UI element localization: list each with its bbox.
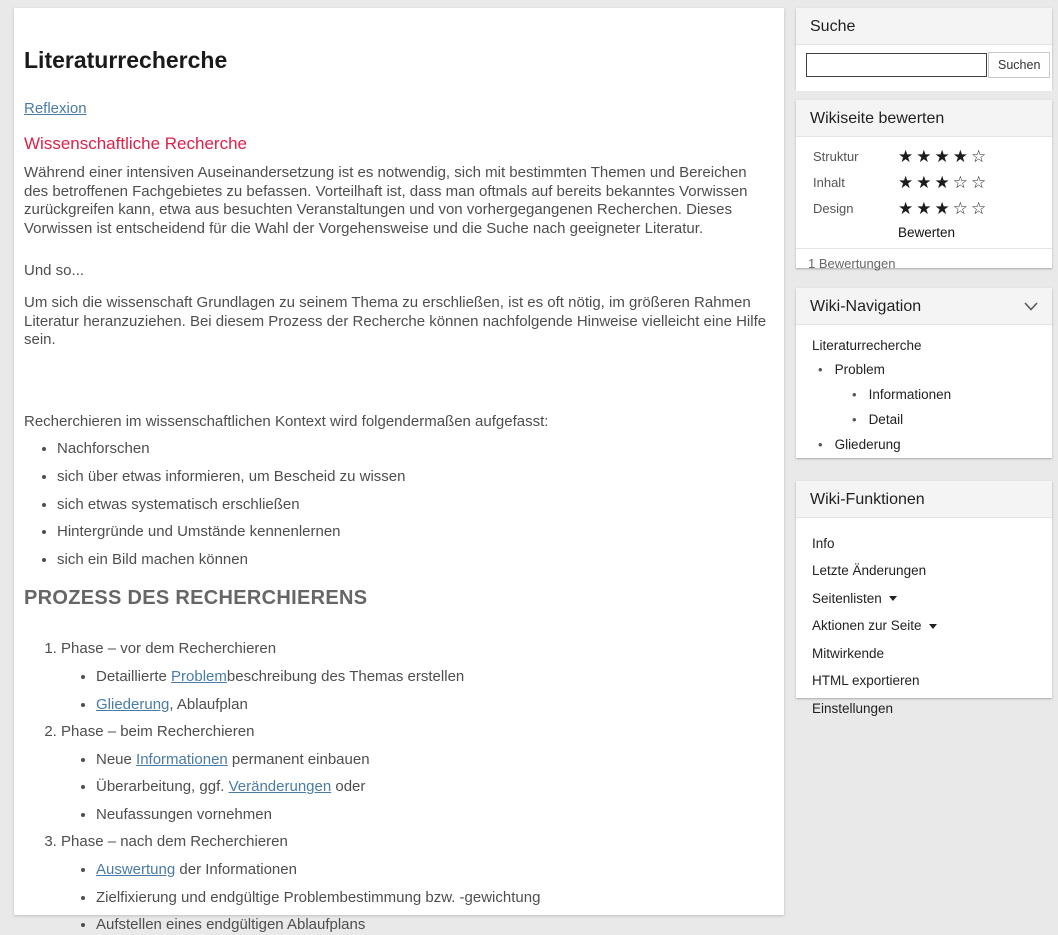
list-item: • Hintergründe und Umstände kennenlernen <box>57 523 770 542</box>
auswertung-link[interactable]: Auswertung <box>96 861 176 879</box>
fn-item-letzte-aenderungen[interactable]: Letzte Änderungen <box>812 563 927 578</box>
reflexion-link[interactable]: Reflexion <box>24 100 87 117</box>
nav-item-detail[interactable]: • Detail <box>852 412 904 427</box>
list-item: • Zielfixierung und endgültige Problembestimmung bzw. -gewichtung <box>96 889 770 908</box>
list-item: • Detaillierte Problembeschreibung des Themas erstellen <box>96 668 770 687</box>
process-heading: PROZESS DES RECHERCHIERENS <box>24 587 368 610</box>
phase-sublist <box>61 861 770 935</box>
list-item: • Neue Informationen permanent einbauen <box>96 751 770 770</box>
phase-sublist <box>61 668 770 714</box>
page-title: Literaturrecherche <box>24 47 228 73</box>
informationen-link[interactable]: Informationen <box>136 750 228 768</box>
search-body <box>796 45 1052 91</box>
fn-item-info[interactable]: Info <box>812 535 835 551</box>
nav-item-literaturrecherche[interactable]: Literaturrecherche <box>812 338 922 353</box>
bewerten-button[interactable]: Bewerten <box>897 225 956 240</box>
chevron-down-icon[interactable] <box>1024 297 1038 316</box>
star-icon[interactable]: ☆ <box>971 172 987 192</box>
list-intro: Recherchieren im wissenschaftlichen Kontext wird folgendermaßen aufgefasst: <box>24 412 549 430</box>
bullet-icon: • <box>818 437 823 452</box>
phase-sublist <box>61 751 770 825</box>
phase-item <box>61 723 770 824</box>
star-icon[interactable]: ★ <box>916 172 932 192</box>
functions-panel-header <box>796 481 1052 518</box>
rating-row <box>813 147 1040 165</box>
list-item: • Überarbeitung, ggf. Veränderungen oder <box>96 778 770 797</box>
star-rating-inhalt[interactable] <box>898 174 989 191</box>
star-icon[interactable]: ☆ <box>952 198 968 218</box>
search-panel <box>796 8 1052 88</box>
wiki-functions-panel <box>796 481 1052 716</box>
fn-item-einstellungen[interactable]: Einstellungen <box>812 700 894 716</box>
star-icon[interactable]: ★ <box>952 146 968 166</box>
rating-panel-title: Wikiseite bewerten <box>810 110 945 127</box>
list-item: • Gliederung, Ablaufplan <box>96 696 770 715</box>
list-item: • sich etwas systematisch erschließen <box>57 496 770 515</box>
star-icon[interactable]: ★ <box>898 146 914 166</box>
search-panel-header <box>796 8 1052 45</box>
star-icon[interactable]: ★ <box>898 198 914 218</box>
phase-item <box>61 640 770 714</box>
phase-label: Phase – beim Recherchieren <box>61 723 255 741</box>
star-icon[interactable]: ★ <box>934 172 950 192</box>
search-panel-title: Suche <box>810 18 856 35</box>
navigation-panel-title: Wiki-Navigation <box>810 298 922 315</box>
dropdown-caret-icon <box>889 596 897 601</box>
star-rating-design[interactable] <box>898 200 989 217</box>
star-rating-struktur[interactable] <box>898 148 989 165</box>
bullet-icon: • <box>852 387 857 402</box>
star-icon[interactable]: ★ <box>916 198 932 218</box>
star-icon[interactable]: ☆ <box>971 198 987 218</box>
phase-item <box>61 833 770 934</box>
star-icon[interactable]: ★ <box>916 146 932 166</box>
fn-item-html-exportieren[interactable]: HTML exportieren <box>812 673 920 688</box>
list-item: • sich ein Bild machen können <box>57 551 770 570</box>
rating-panel <box>796 100 1052 271</box>
functions-body <box>796 518 1052 735</box>
bullet-icon: • <box>818 362 823 377</box>
fn-item-aktionen-zur-seite[interactable]: Aktionen zur Seite <box>812 614 1036 638</box>
rating-count: 1 Bewertungen <box>796 248 1052 279</box>
dropdown-caret-icon <box>929 624 937 629</box>
list-item: • Auswertung der Informationen <box>96 861 770 880</box>
rating-row <box>813 173 1040 191</box>
wiki-navigation-panel <box>796 288 1052 458</box>
rating-panel-header <box>796 100 1052 137</box>
paragraph: Und so... <box>24 262 85 280</box>
search-input[interactable] <box>806 53 987 77</box>
nav-item-informationen[interactable]: • Informationen <box>852 387 952 402</box>
star-icon[interactable]: ☆ <box>971 146 987 166</box>
list-item: • sich über etwas informieren, um Bescheid zu wissen <box>57 468 770 487</box>
rating-label: Design <box>813 200 854 216</box>
section-heading: Wissenschaftliche Recherche <box>24 134 247 153</box>
veraenderungen-link[interactable]: Veränderungen <box>228 778 332 796</box>
star-icon[interactable]: ★ <box>934 146 950 166</box>
problem-link[interactable]: Problem <box>171 667 227 685</box>
list-item: • Aufstellen eines endgültigen Ablaufplans <box>96 916 770 935</box>
phase-label: Phase – vor dem Recherchieren <box>61 640 277 658</box>
rating-row <box>813 199 1040 217</box>
phase-label: Phase – nach dem Recherchieren <box>61 833 288 851</box>
rating-body <box>796 137 1052 240</box>
list-item: • Nachforschen <box>57 440 770 459</box>
gliederung-link[interactable]: Gliederung <box>96 695 170 713</box>
main-content-panel <box>14 8 784 934</box>
bullet-icon: • <box>852 412 857 427</box>
rating-label: Struktur <box>813 148 859 164</box>
fn-item-seitenlisten[interactable]: Seitenlisten <box>812 587 1036 611</box>
definition-list <box>24 440 770 569</box>
navigation-body <box>796 325 1052 465</box>
paragraph: Während einer intensiven Auseinandersetzung ist es notwendig, sich mit bestimmten Themen und Bereichen des betroffenen Fachgebietes zu befassen. Vorteilhaft ist, dass man oftmals auf bereits bekanntes Vorwissen zurückgreifen kann, etwa aus besuchten Veranstaltungen und von vorhergegangenen Recherchen. Dieses Vorwissen ist entscheidend für die Wahl der Vorgehensweise und die Suche nach geeigneter Literatur. <box>24 164 748 237</box>
rating-label: Inhalt <box>813 174 845 190</box>
star-icon[interactable]: ☆ <box>952 172 968 192</box>
paragraph: Um sich die wissenschaft Grundlagen zu seinem Thema zu erschließen, ist es oft nötig, im größeren Rahmen Literatur heranzuziehen. Bei diesem Prozess der Recherche können nachfolgende Hinweise vielleicht eine Hilfe sein. <box>24 293 767 349</box>
phases-list <box>24 640 770 935</box>
list-item: • Neufassungen vornehmen <box>96 806 770 825</box>
functions-panel-title: Wiki-Funktionen <box>810 491 925 508</box>
star-icon[interactable]: ★ <box>934 198 950 218</box>
search-button[interactable]: Suchen <box>988 52 1050 78</box>
navigation-panel-header <box>796 288 1052 325</box>
nav-item-problem[interactable]: • Problem • Informationen • Detail <box>818 362 1036 428</box>
nav-item-gliederung[interactable]: • Gliederung <box>818 437 901 452</box>
star-icon[interactable]: ★ <box>898 172 914 192</box>
fn-item-mitwirkende[interactable]: Mitwirkende <box>812 645 885 661</box>
nav-tree <box>812 362 1036 453</box>
